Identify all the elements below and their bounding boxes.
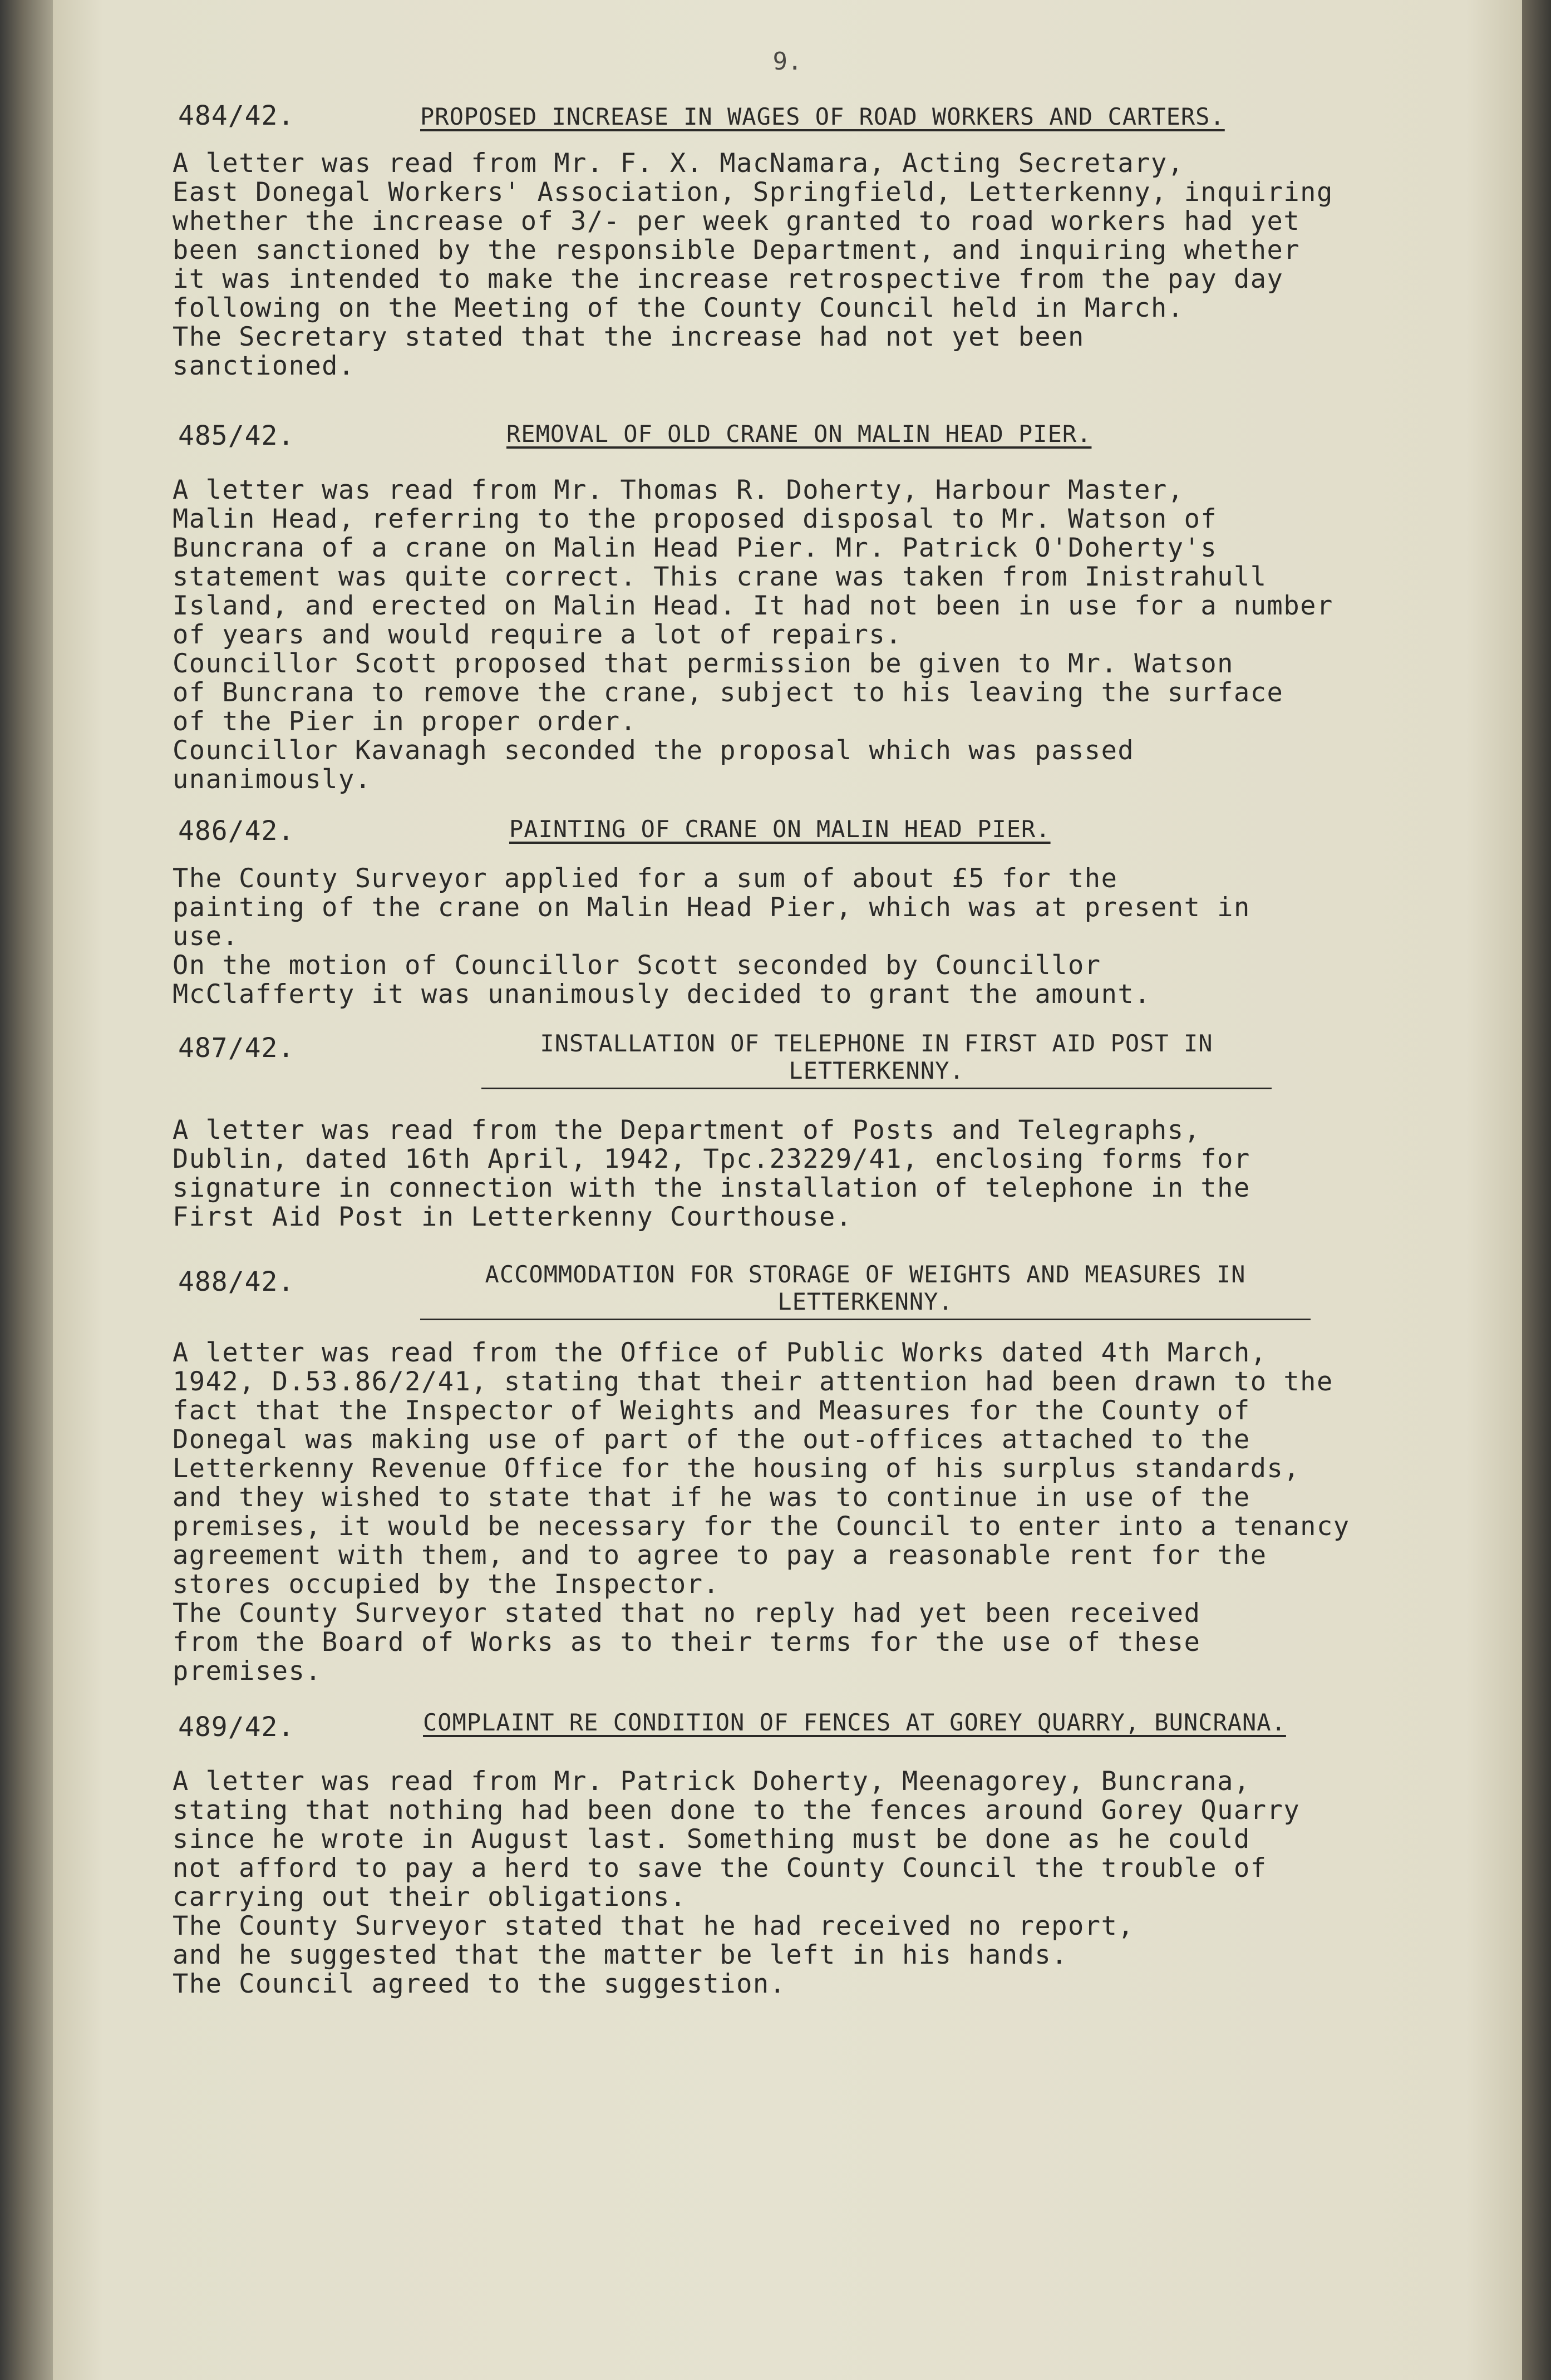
minute-heading: PAINTING OF CRANE ON MALIN HEAD PIER. (509, 815, 1051, 843)
minute-paragraph: The County Surveyor stated that he had received no report, and he suggested that the matter be left in his hands. (173, 1911, 1135, 1970)
minute-paragraph: Councillor Kavanagh seconded the proposal which was passed unanimously. (173, 735, 1135, 795)
minute-paragraph: The Secretary stated that the increase had not yet been sanctioned. (173, 322, 1085, 381)
minute-heading-line: ACCOMMODATION FOR STORAGE OF WEIGHTS AND MEASURES IN (485, 1261, 1246, 1288)
minute-number: 484/42. (178, 100, 295, 131)
minute-number: 489/42. (178, 1712, 295, 1743)
minute-paragraph: The County Surveyor applied for a sum of about £5 for the painting of the crane on Malin Head Pier, which was at present in use. (173, 863, 1250, 952)
minute-paragraph: A letter was read from Mr. Patrick Doherty, Meenagorey, Buncrana, stating that nothing had been done to the fences around Gorey Quarry since he wrote in August last. Something must be done as he could not afford to pay a herd to save the County Council the trouble of carrying out their obligations. (173, 1766, 1301, 1912)
minute-heading: COMPLAINT RE CONDITION OF FENCES AT GOREY QUARRY, BUNCRANA. (423, 1709, 1286, 1736)
minute-paragraph: A letter was read from Mr. Thomas R. Doherty, Harbour Master, Malin Head, referring to the proposed disposal to Mr. Watson of Buncrana of a crane on Malin Head Pier. Mr. Patrick O'Doherty's statement was quite correct. This crane was taken from Inistrahull Island, and erected on Malin Head. It had not been in use for a number of years and would require a lot of repairs. (173, 475, 1333, 650)
minute-paragraph: A letter was read from Mr. F. X. MacNamara, Acting Secretary, East Donegal Workers' Association, Springfield, Letterkenny, inquiring whether the increase of 3/- per week granted to road workers had yet been sanctioned by the responsible Department, and inquiring whether it was intended to make the increase retrospective from the pay day following on the Meeting of the County Council held in March. (173, 148, 1333, 323)
minute-number: 487/42. (178, 1032, 295, 1064)
minute-paragraph: Councillor Scott proposed that permission be given to Mr. Watson of Buncrana to remove the crane, subject to his leaving the surface of the Pier in proper order. (173, 648, 1284, 737)
minute-paragraph: The Council agreed to the suggestion. (173, 1969, 786, 1999)
minute-heading-line: LETTERKENNY. (789, 1057, 964, 1084)
minute-paragraph: A letter was read from the Office of Public Works dated 4th March, 1942, D.53.86/2/41, stating that their attention had been drawn to the fact that the Inspector of Weights and Measures for the County of Donegal was making use of part of the out-offices attached to the Letterkenny Revenue Office for the housing of his surplus standards, and they wished to state that if he was to continue in use of the premises, it would be necessary for the Council to enter into a tenancy agreement with them, and to agree to pay a reasonable rent for the stores occupied by the Inspector. (173, 1337, 1350, 1600)
minute-number: 488/42. (178, 1266, 295, 1297)
heading-underline (420, 1319, 1311, 1320)
minute-heading: REMOVAL OF OLD CRANE ON MALIN HEAD PIER. (506, 420, 1092, 448)
minute-paragraph: A letter was read from the Department of Posts and Telegraphs, Dublin, dated 16th April, 1942, Tpc.23229/41, enclosing forms for signature in connection with the installation of telephone in the First Aid Post in Letterkenny Courthouse. (173, 1115, 1250, 1232)
heading-underline (481, 1088, 1272, 1089)
minute-heading (481, 1030, 1272, 1089)
minute-number: 485/42. (178, 420, 295, 451)
document-page (53, 0, 1522, 2380)
minute-heading-line: LETTERKENNY. (777, 1288, 953, 1315)
minute-heading-line: INSTALLATION OF TELEPHONE IN FIRST AID POST IN (540, 1030, 1213, 1057)
minute-heading (420, 1261, 1311, 1320)
minute-number: 486/42. (178, 815, 295, 847)
minute-heading: PROPOSED INCREASE IN WAGES OF ROAD WORKERS AND CARTERS. (420, 103, 1225, 130)
page-number: 9. (772, 47, 802, 76)
minute-paragraph: The County Surveyor stated that no reply had yet been received from the Board of Works as to their terms for the use of these premises. (173, 1598, 1201, 1686)
minute-paragraph: On the motion of Councillor Scott seconded by Councillor McClafferty it was unanimously decided to grant the amount. (173, 950, 1151, 1010)
